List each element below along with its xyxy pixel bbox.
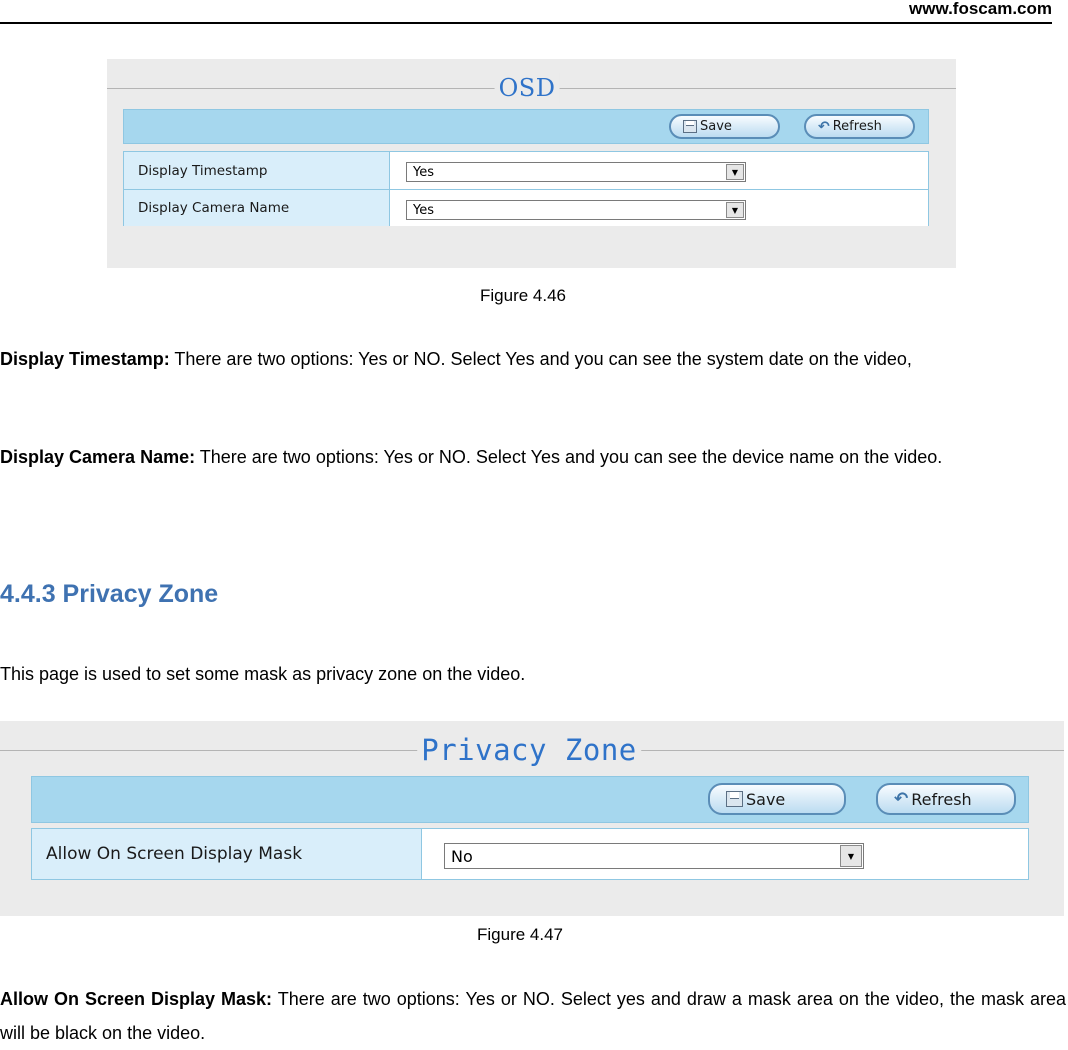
display-camera-name-desc-text: There are two options: Yes or NO. Select Yes and you can see the device name on the video.	[195, 447, 943, 467]
refresh-arrow-icon: ↶	[818, 118, 830, 135]
privacy-zone-title: Privacy Zone	[417, 732, 641, 768]
header-rule	[0, 22, 1052, 24]
form-row-display-camera-name	[124, 190, 928, 226]
floppy-disk-icon	[683, 120, 697, 133]
refresh-button[interactable]	[876, 783, 1016, 815]
form-row-display-timestamp	[124, 152, 928, 189]
save-button[interactable]	[669, 114, 780, 139]
display-timestamp-desc-text: There are two options: Yes or NO. Select Yes and you can see the system date on the video,	[169, 349, 912, 369]
refresh-button-label: Refresh	[911, 789, 972, 809]
refresh-button[interactable]	[804, 114, 915, 139]
display-camera-name-cell	[390, 190, 928, 226]
section-intro: This page is used to set some mask as privacy zone on the video.	[0, 664, 526, 684]
dropdown-arrow-icon[interactable]: ▼	[726, 164, 744, 180]
allow-osd-mask-select[interactable]	[444, 843, 864, 869]
site-url: www.foscam.com	[909, 0, 1052, 18]
osd-form	[123, 151, 929, 226]
display-timestamp-cell	[390, 152, 928, 189]
display-timestamp-value: Yes	[413, 164, 434, 180]
form-row-allow-osd-mask	[32, 829, 1028, 879]
display-camera-name-label: Display Camera Name	[124, 190, 390, 226]
refresh-arrow-icon: ↶	[894, 789, 909, 809]
section-heading: 4.4.3 Privacy Zone	[0, 580, 219, 608]
display-camera-name-select[interactable]	[406, 200, 746, 220]
osd-toolbar	[123, 109, 929, 144]
display-timestamp-description	[0, 342, 1066, 376]
allow-osd-mask-cell	[422, 829, 1028, 879]
privacy-form	[31, 828, 1029, 880]
privacy-zone-panel	[0, 721, 1064, 916]
dropdown-arrow-icon[interactable]: ▼	[726, 202, 744, 218]
refresh-button-label: Refresh	[832, 119, 882, 134]
osd-panel	[107, 59, 956, 268]
dropdown-arrow-icon[interactable]: ▼	[840, 845, 862, 867]
term-display-timestamp: Display Timestamp:	[0, 349, 170, 369]
floppy-disk-icon	[726, 791, 743, 807]
allow-osd-mask-desc-text: There are two options: Yes or NO. Select yes and draw a mask area on the video, the mask area will be black on the video.	[0, 989, 1066, 1043]
display-camera-name-description	[0, 440, 1050, 474]
display-timestamp-select[interactable]	[406, 162, 746, 182]
term-allow-osd-mask: Allow On Screen Display Mask:	[0, 989, 273, 1009]
privacy-toolbar	[31, 776, 1029, 823]
allow-osd-mask-value: No	[451, 846, 473, 866]
display-camera-name-value: Yes	[413, 202, 434, 218]
osd-title: OSD	[495, 73, 560, 103]
display-timestamp-label: Display Timestamp	[124, 152, 390, 189]
save-button[interactable]	[708, 783, 846, 815]
allow-osd-mask-label: Allow On Screen Display Mask	[32, 829, 422, 879]
save-button-label: Save	[746, 789, 786, 809]
save-button-label: Save	[700, 119, 732, 134]
figure-caption: Figure 4.47	[477, 925, 563, 944]
figure-caption: Figure 4.46	[480, 286, 566, 305]
term-display-camera-name: Display Camera Name:	[0, 447, 196, 467]
